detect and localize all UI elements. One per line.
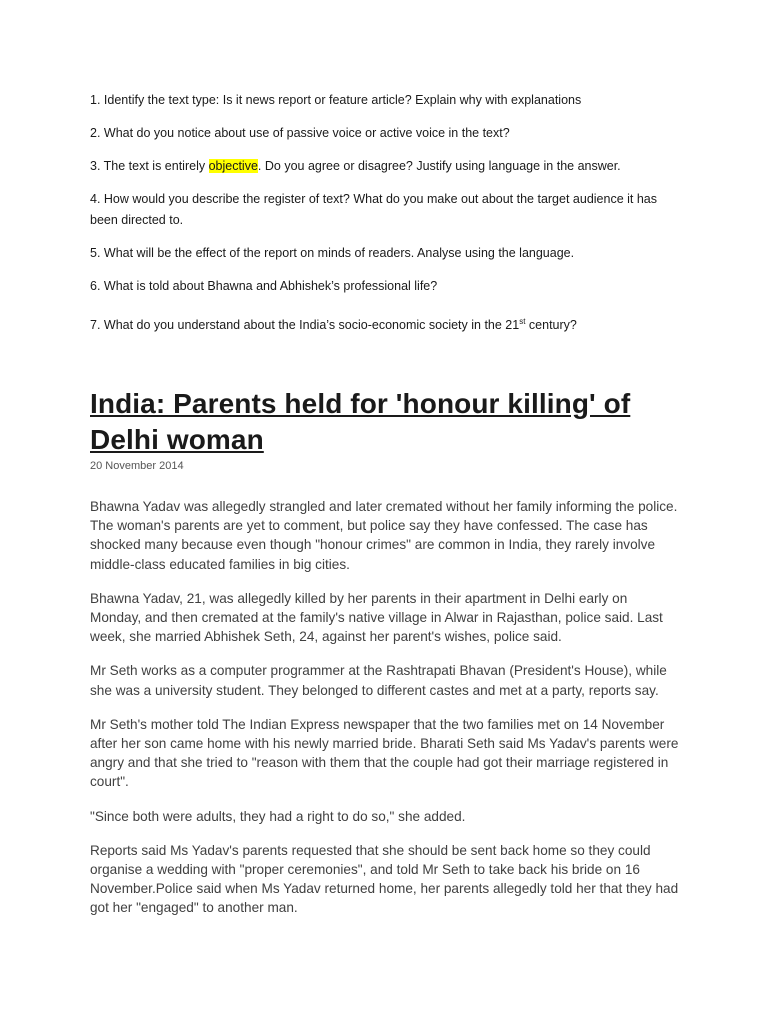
question-2: 2. What do you notice about use of passive voice or active voice in the text? (90, 126, 510, 140)
question-7 (90, 315, 680, 336)
question-3 (90, 156, 680, 177)
question-6: 6. What is told about Bhawna and Abhishek’s professional life? (90, 279, 438, 293)
question-7-end: century? (525, 318, 577, 332)
question-list (90, 90, 680, 336)
question-5: 5. What will be the effect of the report on minds of readers. Analyse using the language. (90, 246, 575, 260)
article-paragraph: Bhawna Yadav was allegedly strangled and later cremated without her family informing the police. The woman's parents are yet to comment, but police say they have confessed. The case has shocked many because even though "honour crimes" are common in India, they rarely involve middle-class educated families in big cities. (90, 499, 678, 572)
article-paragraph: Mr Seth works as a computer programmer at the Rashtrapati Bhavan (President's House), while she was a university student. They belonged to different castes and met at a party, reports say. (90, 663, 667, 698)
document-page (90, 90, 680, 933)
question-7-start: 7. What do you understand about the India’s socio-economic society in the 21 (90, 318, 520, 332)
article-paragraph: Mr Seth's mother told The Indian Express newspaper that the two families met on 14 November after her son came home with his newly married bride. Bharati Seth said Ms Yadav's parents were angry and that she tried to "reason with them that the couple had got their marriage registered in court". (90, 716, 679, 790)
article-paragraph: "Since both were adults, they had a right to do so," she added. (90, 808, 466, 824)
question-1: 1. Identify the text type: Is it news report or feature article? Explain why with explanations (90, 93, 582, 107)
question-4: 4. How would you describe the register of text? What do you make out about the target audience it has been directed to. (90, 192, 657, 227)
article-date: 20 November 2014 (90, 460, 184, 472)
question-3-start: 3. The text is entirely (90, 159, 209, 173)
article-body (90, 497, 680, 918)
article-paragraph: Bhawna Yadav, 21, was allegedly killed by her parents in their apartment in Delhi early on Monday, and then cremated at the family's native village in Alwar in Rajasthan, police said. Last week, she married Abhishek Seth, 24, against her parent's wishes, police said. (90, 590, 663, 645)
article-headline: India: Parents held for 'honour killing' of Delhi woman (90, 388, 631, 455)
ordinal-superscript: st (519, 316, 526, 326)
highlighted-word: objective (208, 159, 258, 173)
article-paragraph: Reports said Ms Yadav's parents requested that she should be sent back home so they could organise a wedding with "proper ceremonies", and told Mr Seth to take back his bride on 16 November.Police said when Ms Yadav returned home, her parents allegedly told her that they had got her "engaged" to another man. (90, 842, 679, 916)
question-3-end: . Do you agree or disagree? Justify using language in the answer. (257, 159, 621, 173)
